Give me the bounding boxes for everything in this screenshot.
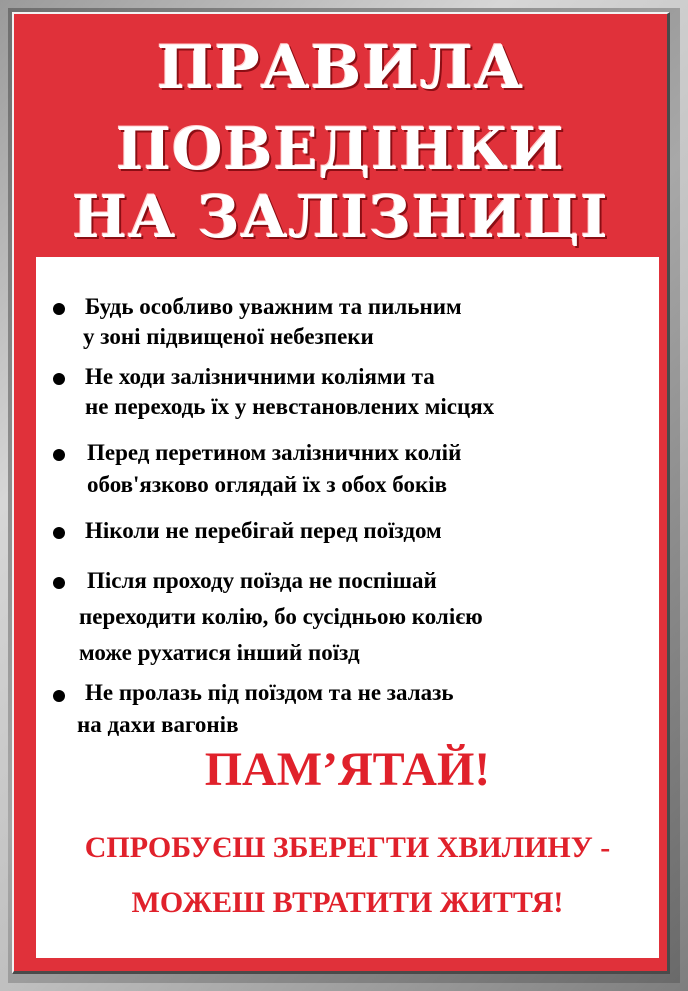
rule-5-line-3: може рухатися інший поїзд — [79, 640, 360, 665]
bullet-icon — [53, 577, 65, 589]
poster-title-line-1: ПРАВИЛА — [157, 33, 524, 103]
warning-line-1: СПРОБУЄШ ЗБЕРЕГТИ ХВИЛИНУ - — [84, 831, 611, 864]
bullet-icon — [53, 690, 65, 702]
rule-5-line-1: Після проходу поїзда не поспішай — [87, 568, 437, 593]
bullet-icon — [53, 303, 65, 315]
warning-line-2: МОЖЕШ ВТРАТИТИ ЖИТТЯ! — [131, 886, 564, 919]
rule-5-line-2: переходити колію, бо сусідньою колією — [79, 604, 483, 629]
rule-3-line-2: обов'язково оглядай їх з обох боків — [87, 472, 448, 497]
safety-poster — [12, 12, 670, 974]
bullet-icon — [53, 527, 65, 539]
bullet-icon — [53, 373, 65, 385]
rules-panel — [36, 257, 659, 958]
rule-6-line-1: Не пролазь під поїздом та не залазь — [85, 680, 454, 705]
poster-title-line-3: НА ЗАЛІЗНИЦІ — [72, 183, 609, 251]
remember-heading: ПАМ’ЯТАЙ! — [204, 743, 491, 796]
rule-4-line-1: Ніколи не перебігай перед поїздом — [85, 518, 442, 543]
rule-2-line-1: Не ходи залізничними коліями та — [85, 364, 435, 389]
rule-1-line-1: Будь особливо уважним та пильним — [85, 294, 462, 319]
poster-title-line-2: ПОВЕДІНКИ — [116, 115, 565, 183]
rule-2-line-2: не переходь їх у невстановлених місцях — [85, 394, 495, 419]
bullet-icon — [53, 449, 65, 461]
rule-3-line-1: Перед перетином залізничних колій — [87, 440, 462, 465]
rule-1-line-2: у зоні підвищеної небезпеки — [83, 324, 374, 349]
rule-6-line-2: на дахи вагонів — [77, 712, 239, 737]
